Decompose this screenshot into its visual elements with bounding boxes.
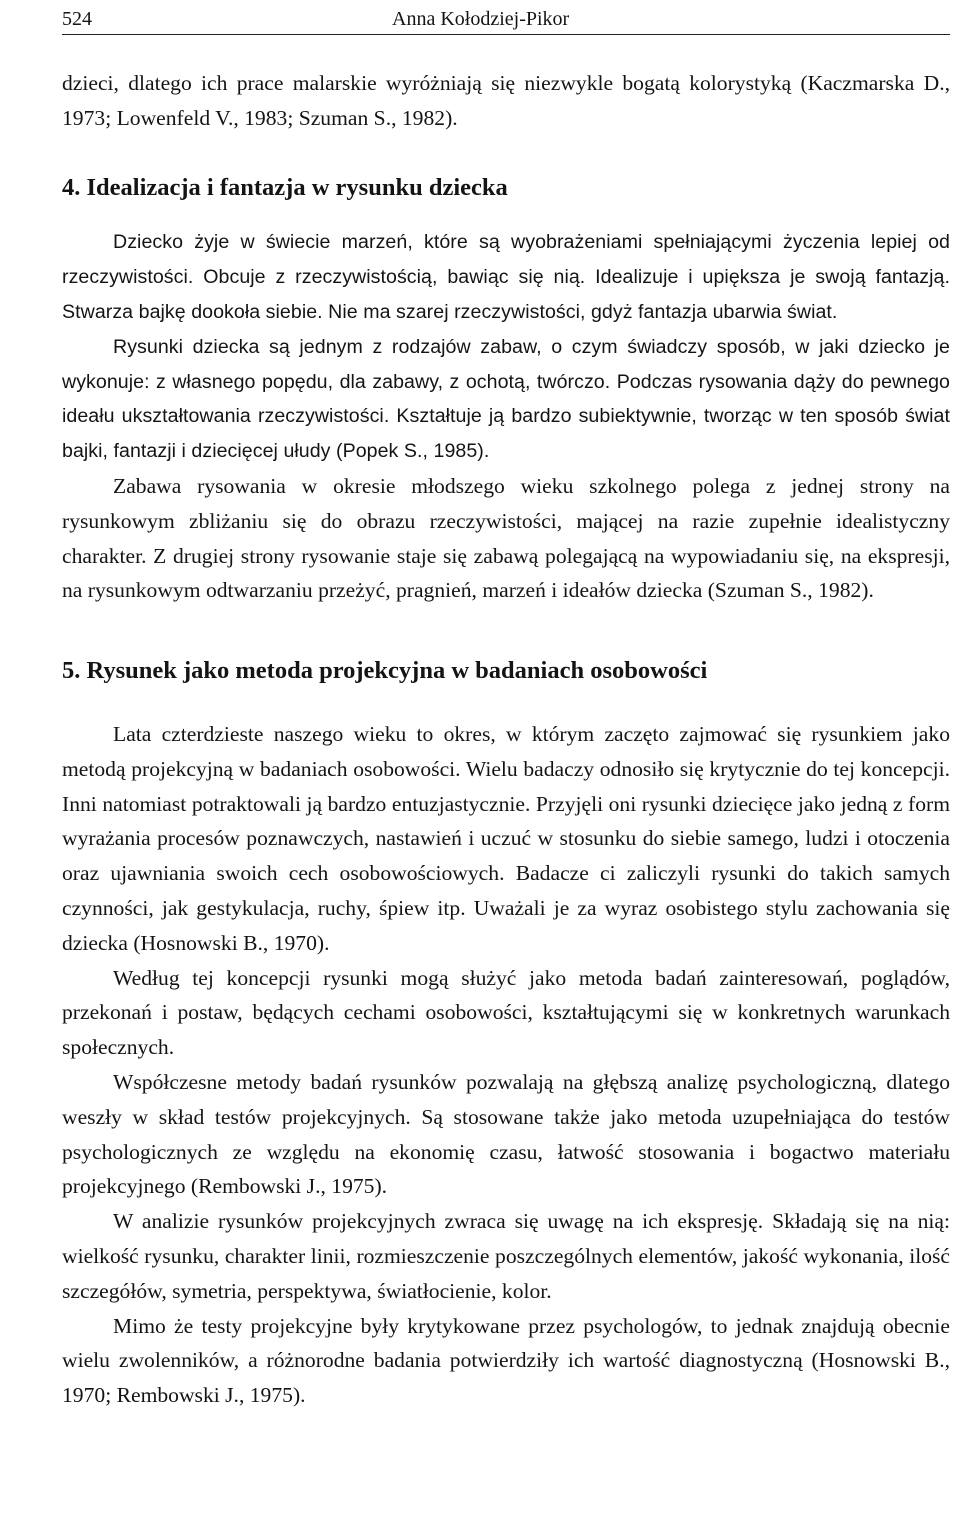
section-5-paragraph-5: Mimo że testy projekcyjne były krytykowane przez psychologów, to jednak znajdują obecnie wielu zwolenników, a różnorodne badania potwierdziły ich wartość diagnostyczną (Hosnowski B., 1970; Rembowski J., 1975). <box>62 1313 950 1408</box>
section-5-paragraph-4: W analizie rysunków projekcyjnych zwraca się uwagę na ich ekspresję. Składają się na nią: wielkość rysunku, charakter linii, rozmieszczenie poszczególnych elementów, jakość wykonania, ilość szczegółów, symetria, perspektywa, światłocienie, kolor. <box>62 1209 950 1303</box>
page-number: 524 <box>62 8 92 30</box>
section-5-paragraph-3: Współczesne metody badań rysunków pozwalają na głębszą analizę psychologiczną, dlatego weszły w skład testów projekcyjnych. Są stosowane także jako metoda uzupełniająca do testów psychologicznych ze względu na ekonomię czasu, łatwość stosowania i bogactwo materiału projekcyjnego (Rembowski J., 1975). <box>62 1069 950 1199</box>
section-5-heading: 5. Rysunek jako metoda projekcyjna w badaniach osobowości <box>62 657 708 685</box>
section-4-paragraph-2: Rysunki dziecka są jednym z rodzajów zabaw, o czym świadczy sposób, w jaki dziecko je wykonuje: z własnego popędu, dla zabawy, z ochotą, twórczo. Podczas rysowania dąży do pewnego ideału ukształtowania rzeczywistości. Kształtuje ją bardzo subiektywnie, tworząc w ten sposób świat bajki, fantazji i dziecięcej ułudy (Popek S., 1985). <box>62 335 950 463</box>
section-5-paragraph-2: Według tej koncepcji rysunki mogą służyć jako metoda badań zainteresowań, poglądów, przekonań i postaw, będących cechami osobowości, kształtującymi się w konkretnych warunkach społecznych. <box>62 965 950 1060</box>
section-5 <box>62 654 950 1413</box>
body-text <box>62 66 950 1413</box>
section-4-heading: 4. Idealizacja i fantazja w rysunku dziecka <box>62 173 508 201</box>
section-4 <box>62 171 950 609</box>
section-4-paragraph-3: Zabawa rysowania w okresie młodszego wieku szkolnego polega z jednej strony na rysunkowym zbliżaniu się do obrazu rzeczywistości, mającej na razie zupełnie idealistyczny charakter. Z drugiej strony rysowanie staje się zabawą polegającą na wypowiadaniu się, na ekspresji, na rysunkowym odtwarzaniu przeżyć, pragnień, marzeń i ideałów dziecka (Szuman S., 1982). <box>62 473 950 603</box>
running-head <box>62 6 950 32</box>
section-5-paragraph-1: Lata czterdzieste naszego wieku to okres, w którym zaczęto zajmować się rysunkiem jako metodą projekcyjną w badaniach osobowości. Wielu badaczy odnosiło się krytycznie do tej koncepcji. Inni natomiast potraktowali ją bardzo entuzjastycznie. Przyjęli oni rysunki dziecięce jako jedną z form wyrażania procesów poznawczych, nastawień i uczuć w stosunku do siebie samego, ludzi i otoczenia oraz ujawniania swoich cech osobowościowych. Badacze ci zaliczyli rysunki do takich samych czynności, jak gestykulacja, ruchy, śpiew itp. Uważali je za wyraz osobistego stylu zachowania się dziecka (Hosnowski B., 1970). <box>62 721 950 955</box>
header-rule <box>62 34 950 35</box>
section-4-paragraph-1: Dziecko żyje w świecie marzeń, które są wyobrażeniami spełniającymi życzenia lepiej od rzeczywistości. Obcuje z rzeczywistością, bawiąc się nią. Idealizuje i upiększa je swoją fantazją. Stwarza bajkę dookoła siebie. Nie ma szarej rzeczywistości, gdyż fantazja ubarwia świat. <box>62 231 950 323</box>
continued-paragraph: dzieci, dlatego ich prace malarskie wyróżniają się niezwykle bogatą kolorystyką (Kaczmarska D., 1973; Lowenfeld V., 1983; Szuman S., 1982). <box>62 71 950 130</box>
document-page <box>62 0 950 1520</box>
running-head-author: Anna Kołodziej-Pikor <box>392 8 570 30</box>
